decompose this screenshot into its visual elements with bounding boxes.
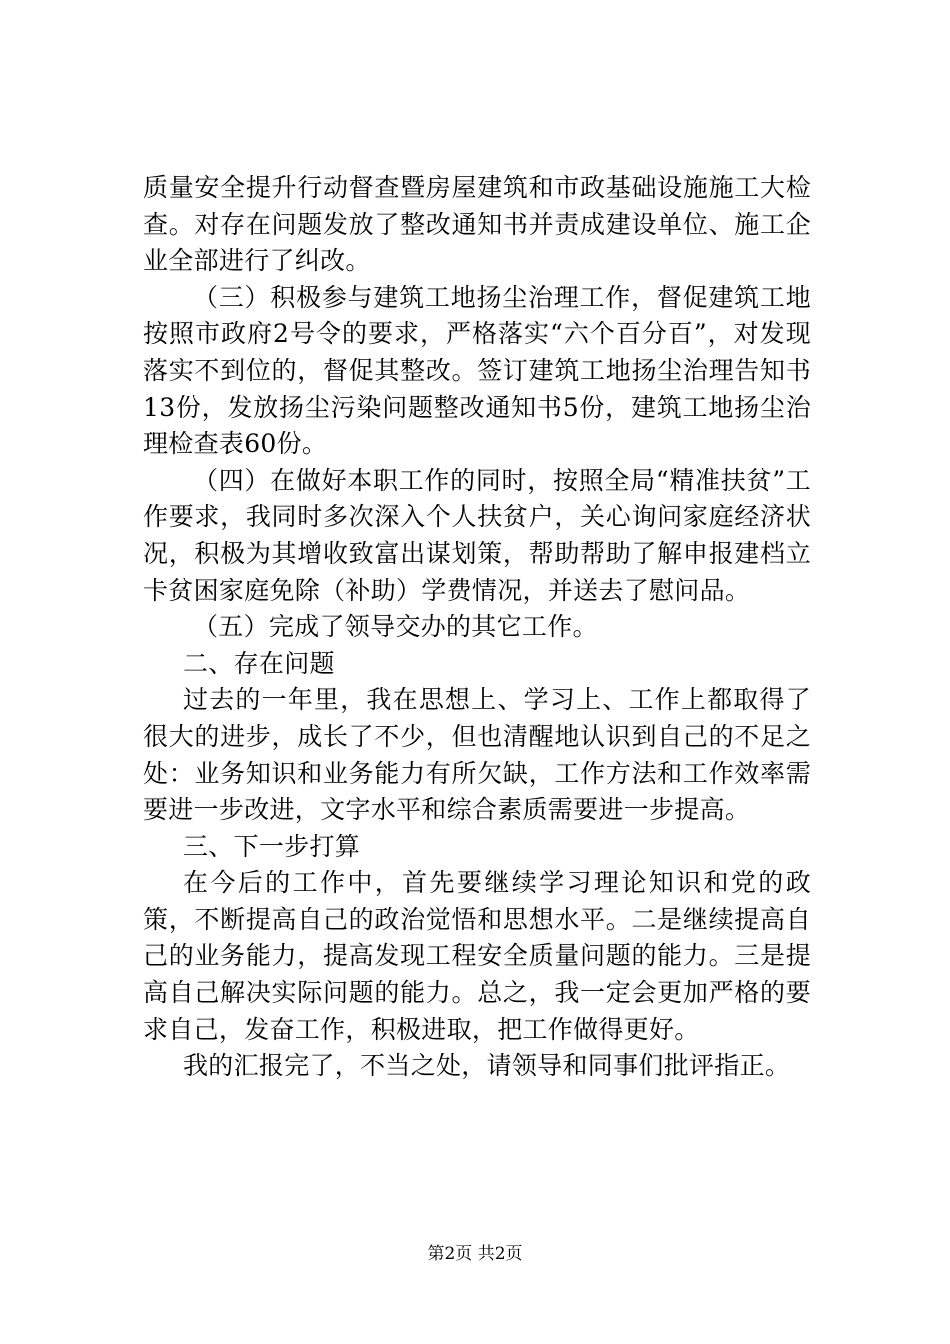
- paragraph-continuation: 质量安全提升行动督查暨房屋建筑和市政基础设施施工大检查。对存在问题发放了整改通知书并责成建设单位、施工企业全部进行了纠改。: [143, 173, 811, 276]
- paragraph-closing: 我的汇报完了，不当之处，请领导和同事们批评指正。: [183, 1051, 791, 1081]
- section-heading-problems: 二、存在问题: [183, 648, 335, 678]
- paragraph-item-5: （五）完成了领导交办的其它工作。: [193, 612, 598, 642]
- document-body: [143, 170, 811, 1085]
- section-heading-next-steps: 三、下一步打算: [183, 831, 361, 861]
- paragraph-problems: 过去的一年里，我在思想上、学习上、工作上都取得了很大的进步，成长了不少，但也清醒地认识到自己的不足之处：业务知识和业务能力有所欠缺，工作方法和工作效率需要进一步改进，文字水平和综合素质需要进一步提高。: [143, 685, 811, 825]
- page-number-footer: 第2页 共2页: [427, 1244, 523, 1264]
- paragraph-item-3: （三）积极参与建筑工地扬尘治理工作，督促建筑工地按照市政府2号令的要求，严格落实“六个百分百”，对发现落实不到位的，督促其整改。签订建筑工地扬尘治理告知书13份，发放扬尘污染问题整改通知书5份，建筑工地扬尘治理检查表60份。: [143, 282, 811, 459]
- paragraph-next-steps: 在今后的工作中，首先要继续学习理论知识和党的政策，不断提高自己的政治觉悟和思想水平。二是继续提高自己的业务能力，提高发现工程安全质量问题的能力。三是提高自己解决实际问题的能力。总之，我一定会更加严格的要求自己，发奋工作，积极进取，把工作做得更好。: [143, 868, 811, 1044]
- paragraph-item-4: （四）在做好本职工作的同时，按照全局“精准扶贫”工作要求，我同时多次深入个人扶贫户，关心询问家庭经济状况，积极为其增收致富出谋划策，帮助帮助了解申报建档立卡贫困家庭免除（补助）学费情况，并送去了慰问品。: [143, 465, 811, 605]
